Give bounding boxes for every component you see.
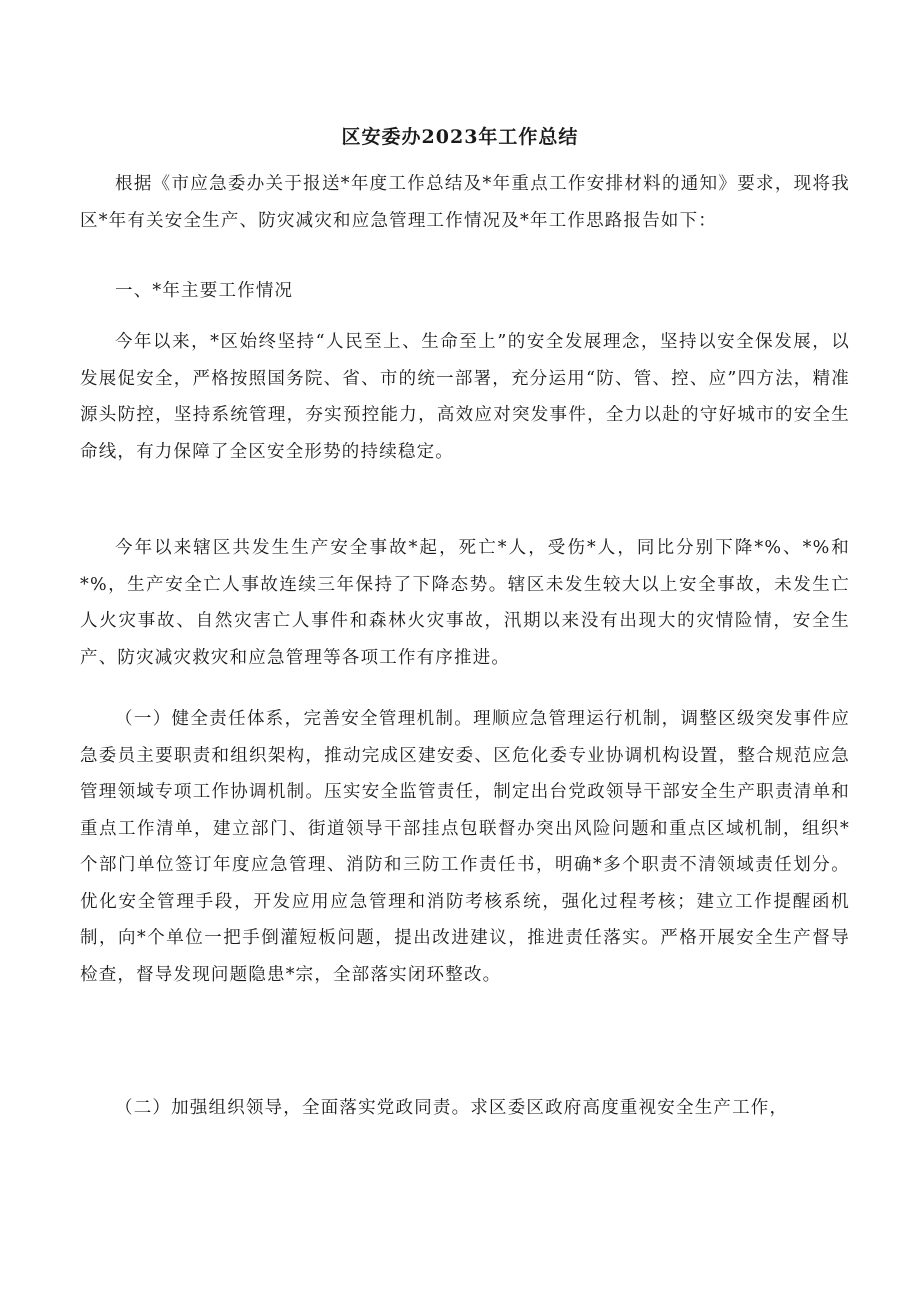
paragraph-intro: 根据《市应急委办关于报送*年度工作总结及*年重点工作安排材料的通知》要求，现将我区*年有关安全生产、防灾减灾和应急管理工作情况及*年工作思路报告如下： <box>80 174 850 231</box>
paragraph-leadership: （二）加强组织领导，全面落实党政同责。求区委区政府高度重视安全生产工作， <box>115 1098 789 1118</box>
paragraph-overview: 今年以来，*区始终坚持“人民至上、生命至上”的安全发展理念，坚持以安全保发展，以发展促安全，严格按照国务院、省、市的统一部署，充分运用“防、管、控、应”四方法，精准源头防控，坚持系统管理，夯实预控能力，高效应对突发事件，全力以赴的守好城市的安全生命线，有力保障了全区安全形势的持续稳定。 <box>80 332 850 462</box>
section-heading: 一、*年主要工作情况 <box>115 281 294 301</box>
paragraph-statistics: 今年以来辖区共发生生产安全事故*起，死亡*人，受伤*人，同比分别下降*%、*%和*%，生产安全亡人事故连续三年保持了下降态势。辖区未发生较大以上安全事故，未发生亡人火灾事故、自然灾害亡人事件和森林火灾事故，汛期以来没有出现大的灾情险情，安全生产、防灾减灾救灾和应急管理等各项工作有序推进。 <box>80 538 850 668</box>
paragraph-responsibility-system: （一）健全责任体系，完善安全管理机制。理顺应急管理运行机制，调整区级突发事件应急委员主要职责和组织架构，推动完成区建安委、区危化委专业协调机构设置，整合规范应急管理领域专项工作协调机制。压实安全监管责任，制定出台党政领导干部安全生产职责清单和重点工作清单，建立部门、街道领导干部挂点包联督办突出风险问题和重点区域机制，组织*个部门单位签订年度应急管理、消防和三防工作责任书，明确*多个职责不清领域责任划分。优化安全管理手段，开发应用应急管理和消防考核系统，强化过程考核；建立工作提醒函机制，向*个单位一把手倒灌短板问题，提出改进建议，推进责任落实。严格开展安全生产督导检查，督导发现问题隐患*宗，全部落实闭环整改。 <box>80 709 850 985</box>
document-title: 区安委办2023年工作总结 <box>341 126 579 148</box>
